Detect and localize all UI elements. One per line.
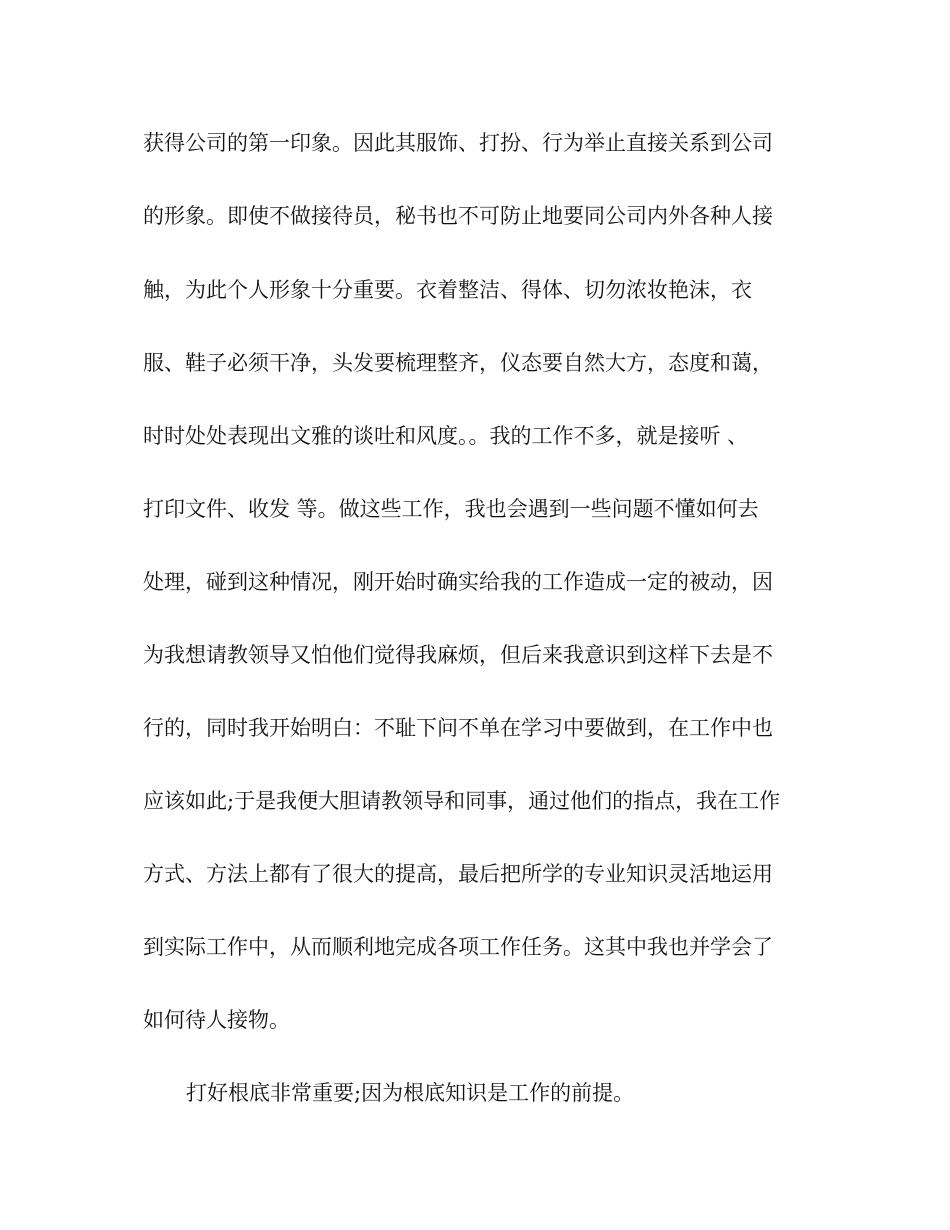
- text-line: 触，为此个人形象十分重要。衣着整洁、得体、切勿浓妆艳沫，衣: [143, 278, 752, 302]
- text-line: 为我想请教领导又怕他们觉得我麻烦，但后来我意识到这样下去是不: [143, 643, 773, 667]
- text-line: 行的，同时我开始明白：不耻下问不单在学习中要做到，在工作中也: [143, 716, 773, 740]
- text-line: 服、鞋子必须干净，头发要梳理整齐，仪态要自然大方，态度和蔼，: [143, 351, 773, 375]
- paragraph-first-line: 打好根底非常重要;因为根底知识是工作的前提。: [186, 1081, 635, 1105]
- text-line: 获得公司的第一印象。因此其服饰、打扮、行为举止直接关系到公司: [143, 131, 773, 155]
- text-line: 的形象。即使不做接待员，秘书也不可防止地要同公司内外各种人接: [143, 204, 773, 228]
- text-line: 到实际工作中，从而顺利地完成各项工作任务。这其中我也并学会了: [143, 935, 773, 959]
- text-line: 如何待人接物。: [143, 1008, 290, 1032]
- text-line: 打印文件、收发 等。做这些工作，我也会遇到一些问题不懂如何去: [143, 497, 759, 521]
- text-line: 应该如此;于是我便大胆请教领导和同事，通过他们的指点，我在工作: [143, 789, 781, 813]
- text-line: 时时处处表现出文雅的谈吐和风度。。我的工作不多，就是接听 、: [143, 424, 749, 448]
- text-line: 方式、方法上都有了很大的提高，最后把所学的专业知识灵活地运用: [143, 862, 773, 886]
- text-line: 处理，碰到这种情况，刚开始时确实给我的工作造成一定的被动，因: [143, 570, 773, 594]
